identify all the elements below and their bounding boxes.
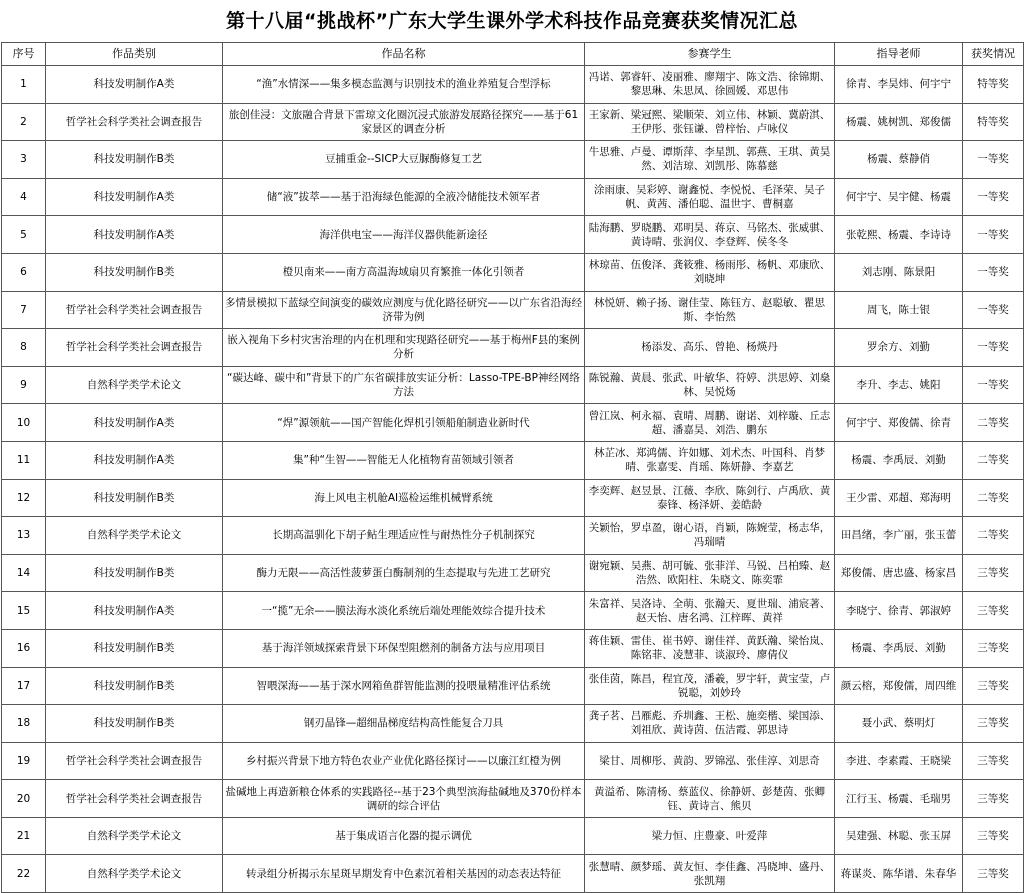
cell-index: 4 — [2, 178, 46, 216]
awards-table — [1, 42, 1024, 893]
table-row — [2, 479, 1024, 517]
cell-teachers: 聂小武、蔡明灯 — [835, 705, 963, 743]
table-row — [2, 517, 1024, 555]
cell-category: 科技发明制作A类 — [46, 441, 223, 479]
cell-index: 2 — [2, 103, 46, 141]
cell-work-name: 转录组分析揭示东星斑早期发育中色素沉着相关基因的动态表达特征 — [223, 855, 585, 893]
cell-award: 二等奖 — [963, 404, 1024, 442]
cell-teachers: 杨震、李禹辰、刘勤 — [835, 629, 963, 667]
table-row — [2, 216, 1024, 254]
table-body — [2, 66, 1024, 893]
cell-index: 6 — [2, 253, 46, 291]
page-title: 第十八届“挑战杯”广东大学生课外学术科技作品竞赛获奖情况汇总 — [226, 10, 798, 32]
cell-students: 牛思雅、卢曼、谭斯萍、李星凯、郭燕、王琪、黄昊然、刘洁琼、刘凯彤、陈慕慈 — [585, 141, 835, 179]
cell-work-name: 储“液”拔萃——基于沿海绿色能源的全液冷储能技术领军者 — [223, 178, 585, 216]
cell-category: 科技发明制作B类 — [46, 479, 223, 517]
cell-teachers: 吴建强、林聪、张玉屏 — [835, 817, 963, 855]
table-row — [2, 291, 1024, 329]
table-row — [2, 780, 1024, 818]
cell-index: 1 — [2, 66, 46, 104]
cell-award: 一等奖 — [963, 329, 1024, 367]
cell-teachers: 徐青、李昊炜、何宇宁 — [835, 66, 963, 104]
cell-award: 三等奖 — [963, 629, 1024, 667]
header-award: 获奖情况 — [963, 43, 1024, 66]
cell-award: 三等奖 — [963, 554, 1024, 592]
cell-index: 7 — [2, 291, 46, 329]
cell-category: 科技发明制作A类 — [46, 216, 223, 254]
cell-work-name: 盐碱地上再造新粮仓体系的实践路径--基于23个典型滨海盐碱地及370份样本调研的综合评估 — [223, 780, 585, 818]
cell-students: 朱富祥、吴洛诗、全萌、张瀚天、夏世瑞、浦宸著、赵天怡、唐名鸿、江梓晖、黄祥 — [585, 592, 835, 630]
cell-index: 14 — [2, 554, 46, 592]
cell-students: 龚子茗、吕雁彪、乔圳鑫、王松、施奕楷、梁国添、刘祖欣、黄诗茵、伍洁霞、郭思诗 — [585, 705, 835, 743]
cell-index: 13 — [2, 517, 46, 555]
cell-category: 哲学社会科学类社会调查报告 — [46, 291, 223, 329]
cell-students: 张佳茵，陈昌，程宜茂，潘羲，罗宇轩，黄宝莹，卢锐聪，刘妙玲 — [585, 667, 835, 705]
cell-category: 科技发明制作B类 — [46, 629, 223, 667]
cell-category: 科技发明制作A类 — [46, 592, 223, 630]
cell-category: 哲学社会科学类社会调查报告 — [46, 742, 223, 780]
cell-category: 科技发明制作A类 — [46, 404, 223, 442]
cell-students: 陆海鹏、罗晓鹏、邓明昊、蒋京、马铭杰、张威骐、黄诗晴、张润仪、李登辉、侯冬冬 — [585, 216, 835, 254]
cell-students: 黄溢希、陈清杨、蔡蓝仪、徐静妍、彭楚茵、张卿钰、黄诗言、熊贝 — [585, 780, 835, 818]
cell-award: 三等奖 — [963, 817, 1024, 855]
cell-award: 二等奖 — [963, 517, 1024, 555]
cell-award: 一等奖 — [963, 178, 1024, 216]
cell-teachers: 周飞，陈士银 — [835, 291, 963, 329]
cell-category: 科技发明制作A类 — [46, 178, 223, 216]
cell-index: 20 — [2, 780, 46, 818]
cell-students: 陈锐瀚、黄晨、张武、叶敏华、符婷、洪思婷、刘燊林、吴悦炀 — [585, 366, 835, 404]
cell-teachers: 杨震、姚树凯、郑俊儒 — [835, 103, 963, 141]
cell-students: 王家新、梁冠熙、梁顺荣、刘立伟、林颖、冀蔚淇、王伊彤、张钰谦、曾梓怡、卢咏仪 — [585, 103, 835, 141]
cell-teachers: 江行玉、杨震、毛瑞男 — [835, 780, 963, 818]
cell-index: 9 — [2, 366, 46, 404]
table-row — [2, 141, 1024, 179]
cell-work-name: 一“揽”无余——膜法海水淡化系统后端处理能效综合提升技术 — [223, 592, 585, 630]
cell-work-name: 基于海洋领域探索背景下环保型阻燃剂的制备方法与应用项目 — [223, 629, 585, 667]
cell-category: 自然科学类学术论文 — [46, 366, 223, 404]
cell-students: 李奕辉、赵昱景、江薇、李欣、陈剑行、卢禹欣、黄泰锋、杨泽妍、姜皓龄 — [585, 479, 835, 517]
cell-students: 林悦妍、赖子扬、谢佳莹、陈钰方、赵聪敏、瞿思斯、李怡然 — [585, 291, 835, 329]
cell-category: 科技发明制作B类 — [46, 705, 223, 743]
cell-students: 张慧晴、颜梦瑶、黄友恒、李佳鑫、冯晓坤、盛丹、张凯翔 — [585, 855, 835, 893]
cell-category: 自然科学类学术论文 — [46, 517, 223, 555]
header-row — [2, 43, 1024, 66]
table-row — [2, 705, 1024, 743]
cell-index: 10 — [2, 404, 46, 442]
table-row — [2, 629, 1024, 667]
cell-students: 曾江岚、柯永福、袁晴、周鹏、谢诺、刘梓璇、丘志超、潘嘉昊、刘浩、鹏东 — [585, 404, 835, 442]
cell-students: 谢宛颖、吴燕、胡可毓、张菲洋、马锐、吕柏臻、赵浩然、欧阳柱、朱晓文、陈奕霏 — [585, 554, 835, 592]
cell-index: 16 — [2, 629, 46, 667]
cell-students: 林琼苗、伍俊泽、龚筱雅、杨雨彤、杨帆、邓康欣、刘晓坤 — [585, 253, 835, 291]
table-row — [2, 817, 1024, 855]
header-students: 参赛学生 — [585, 43, 835, 66]
cell-work-name: “焊”源领航——国产智能化焊机引领船舶制造业新时代 — [223, 404, 585, 442]
cell-index: 12 — [2, 479, 46, 517]
cell-students: 林芷冰、郑鸿儒、许如娜、刘术杰、叶国科、肖梦晴、张嘉雯、肖瑶、陈妍静、李嘉艺 — [585, 441, 835, 479]
table-row — [2, 253, 1024, 291]
cell-category: 科技发明制作A类 — [46, 66, 223, 104]
cell-index: 18 — [2, 705, 46, 743]
cell-index: 15 — [2, 592, 46, 630]
table-row — [2, 103, 1024, 141]
cell-students: 梁力恒、庄豊豪、叶爱萍 — [585, 817, 835, 855]
cell-category: 科技发明制作B类 — [46, 253, 223, 291]
cell-award: 一等奖 — [963, 141, 1024, 179]
cell-award: 一等奖 — [963, 366, 1024, 404]
cell-award: 三等奖 — [963, 742, 1024, 780]
cell-work-name: 海上风电主机舱AI巡检运维机械臂系统 — [223, 479, 585, 517]
cell-category: 科技发明制作B类 — [46, 667, 223, 705]
table-row — [2, 329, 1024, 367]
cell-work-name: 基于集成语言化器的提示调优 — [223, 817, 585, 855]
cell-index: 5 — [2, 216, 46, 254]
cell-teachers: 王少雷、邓超、郑海明 — [835, 479, 963, 517]
cell-students: 涂雨康、吴彩婷、谢鑫悦、李悦悦、毛泽荣、吴子帆、黄茜、潘伯聪、温世宇、曹桐嘉 — [585, 178, 835, 216]
cell-teachers: 何宇宁、郑俊儒、徐青 — [835, 404, 963, 442]
cell-category: 自然科学类学术论文 — [46, 855, 223, 893]
cell-category: 哲学社会科学类社会调查报告 — [46, 780, 223, 818]
table-row — [2, 178, 1024, 216]
cell-index: 3 — [2, 141, 46, 179]
cell-award: 三等奖 — [963, 592, 1024, 630]
cell-students: 杨添发、高乐、曾艳、杨煐丹 — [585, 329, 835, 367]
cell-award: 三等奖 — [963, 667, 1024, 705]
header-work-name: 作品名称 — [223, 43, 585, 66]
cell-teachers: 郑俊儒、唐忠盛、杨家昌 — [835, 554, 963, 592]
cell-award: 三等奖 — [963, 855, 1024, 893]
cell-award: 特等奖 — [963, 103, 1024, 141]
cell-work-name: “碳达峰、碳中和”背景下的广东省碳排放实证分析：Lasso-TPE-BP神经网络方法 — [223, 366, 585, 404]
table-row — [2, 366, 1024, 404]
cell-work-name: 酶力无限——高活性菠萝蛋白酶制剂的生态提取与先进工艺研究 — [223, 554, 585, 592]
cell-teachers: 李晓宁、徐青、郭淑婷 — [835, 592, 963, 630]
cell-award: 二等奖 — [963, 479, 1024, 517]
cell-award: 一等奖 — [963, 216, 1024, 254]
cell-work-name: 长期高温驯化下胡子鲇生理适应性与耐热性分子机制探究 — [223, 517, 585, 555]
cell-category: 自然科学类学术论文 — [46, 817, 223, 855]
cell-award: 一等奖 — [963, 253, 1024, 291]
cell-award: 三等奖 — [963, 780, 1024, 818]
cell-teachers: 何宇宁、吴宇健、杨震 — [835, 178, 963, 216]
cell-work-name: 智喂深海——基于深水网箱鱼群智能监测的投喂量精准评估系统 — [223, 667, 585, 705]
cell-work-name: 多情景模拟下蓝绿空间演变的碳效应测度与优化路径研究——以广东省沿海经济带为例 — [223, 291, 585, 329]
cell-teachers: 李升、李志、姚阳 — [835, 366, 963, 404]
cell-category: 哲学社会科学类社会调查报告 — [46, 329, 223, 367]
cell-award: 三等奖 — [963, 705, 1024, 743]
cell-work-name: “渔”水情深——集多模态监测与识别技术的渔业养殖复合型浮标 — [223, 66, 585, 104]
cell-work-name: 豆捕重金--SICP大豆脲酶修复工艺 — [223, 141, 585, 179]
table-row — [2, 404, 1024, 442]
header-teachers: 指导老师 — [835, 43, 963, 66]
cell-work-name: 乡村振兴背景下地方特色农业产业优化路径探讨——以廉江红橙为例 — [223, 742, 585, 780]
cell-students: 冯诺、郭睿轩、凌丽雅、廖翔宇、陈文浩、徐锦期、黎思琳、朱思凤、徐圆媛、邓思伟 — [585, 66, 835, 104]
cell-work-name: 钢刃晶锋—超细晶梯度结构高性能复合刀具 — [223, 705, 585, 743]
table-row — [2, 667, 1024, 705]
cell-category: 科技发明制作B类 — [46, 141, 223, 179]
cell-teachers: 杨震、蔡静俏 — [835, 141, 963, 179]
cell-students: 梁甘、周柳彤、黄韵、罗锦泓、张佳淳、刘思奇 — [585, 742, 835, 780]
cell-index: 17 — [2, 667, 46, 705]
cell-work-name: 嵌入视角下乡村灾害治理的内在机理和实现路径研究——基于梅州F县的案例分析 — [223, 329, 585, 367]
header-index: 序号 — [2, 43, 46, 66]
cell-teachers: 李进、李素霞、王晓梁 — [835, 742, 963, 780]
cell-teachers: 罗余方、刘勤 — [835, 329, 963, 367]
table-row — [2, 742, 1024, 780]
table-row — [2, 66, 1024, 104]
cell-teachers: 杨震、李禹辰、刘勤 — [835, 441, 963, 479]
cell-teachers: 张乾熙、杨震、李诗诗 — [835, 216, 963, 254]
cell-teachers: 蒋谋炎、陈华谱、朱春华 — [835, 855, 963, 893]
cell-teachers: 刘志刚、陈景阳 — [835, 253, 963, 291]
table-row — [2, 592, 1024, 630]
table-row — [2, 554, 1024, 592]
cell-category: 哲学社会科学类社会调查报告 — [46, 103, 223, 141]
cell-index: 8 — [2, 329, 46, 367]
cell-index: 19 — [2, 742, 46, 780]
table-row — [2, 441, 1024, 479]
cell-teachers: 颜云榕，郑俊儒，周四维 — [835, 667, 963, 705]
cell-index: 21 — [2, 817, 46, 855]
cell-award: 二等奖 — [963, 441, 1024, 479]
table-header — [2, 43, 1024, 66]
cell-students: 关颖怡，罗卓盈，谢心语，肖颖，陈婉莹，杨志华，冯瑞晴 — [585, 517, 835, 555]
cell-award: 一等奖 — [963, 291, 1024, 329]
cell-teachers: 田昌绪，李广丽，张玉蕾 — [835, 517, 963, 555]
cell-students: 蒋佳颖、雷佳、崔书婷、谢佳祥、黄跃瀚、梁怡岚、陈铭菲、凌慧菲、谈淑玲、廖倩仪 — [585, 629, 835, 667]
cell-category: 科技发明制作B类 — [46, 554, 223, 592]
cell-work-name: 橙贝南来——南方高温海域扇贝育繁推一体化引领者 — [223, 253, 585, 291]
cell-index: 11 — [2, 441, 46, 479]
cell-work-name: 海洋供电宝——海洋仪器供能新途径 — [223, 216, 585, 254]
cell-work-name: 旅创佳浸：文旅融合背景下雷琼文化圈沉浸式旅游发展路径探究——基于61家景区的调查分析 — [223, 103, 585, 141]
cell-work-name: 集”种“生智——智能无人化植物育苗领域引领者 — [223, 441, 585, 479]
cell-award: 特等奖 — [963, 66, 1024, 104]
cell-index: 22 — [2, 855, 46, 893]
header-category: 作品类别 — [46, 43, 223, 66]
